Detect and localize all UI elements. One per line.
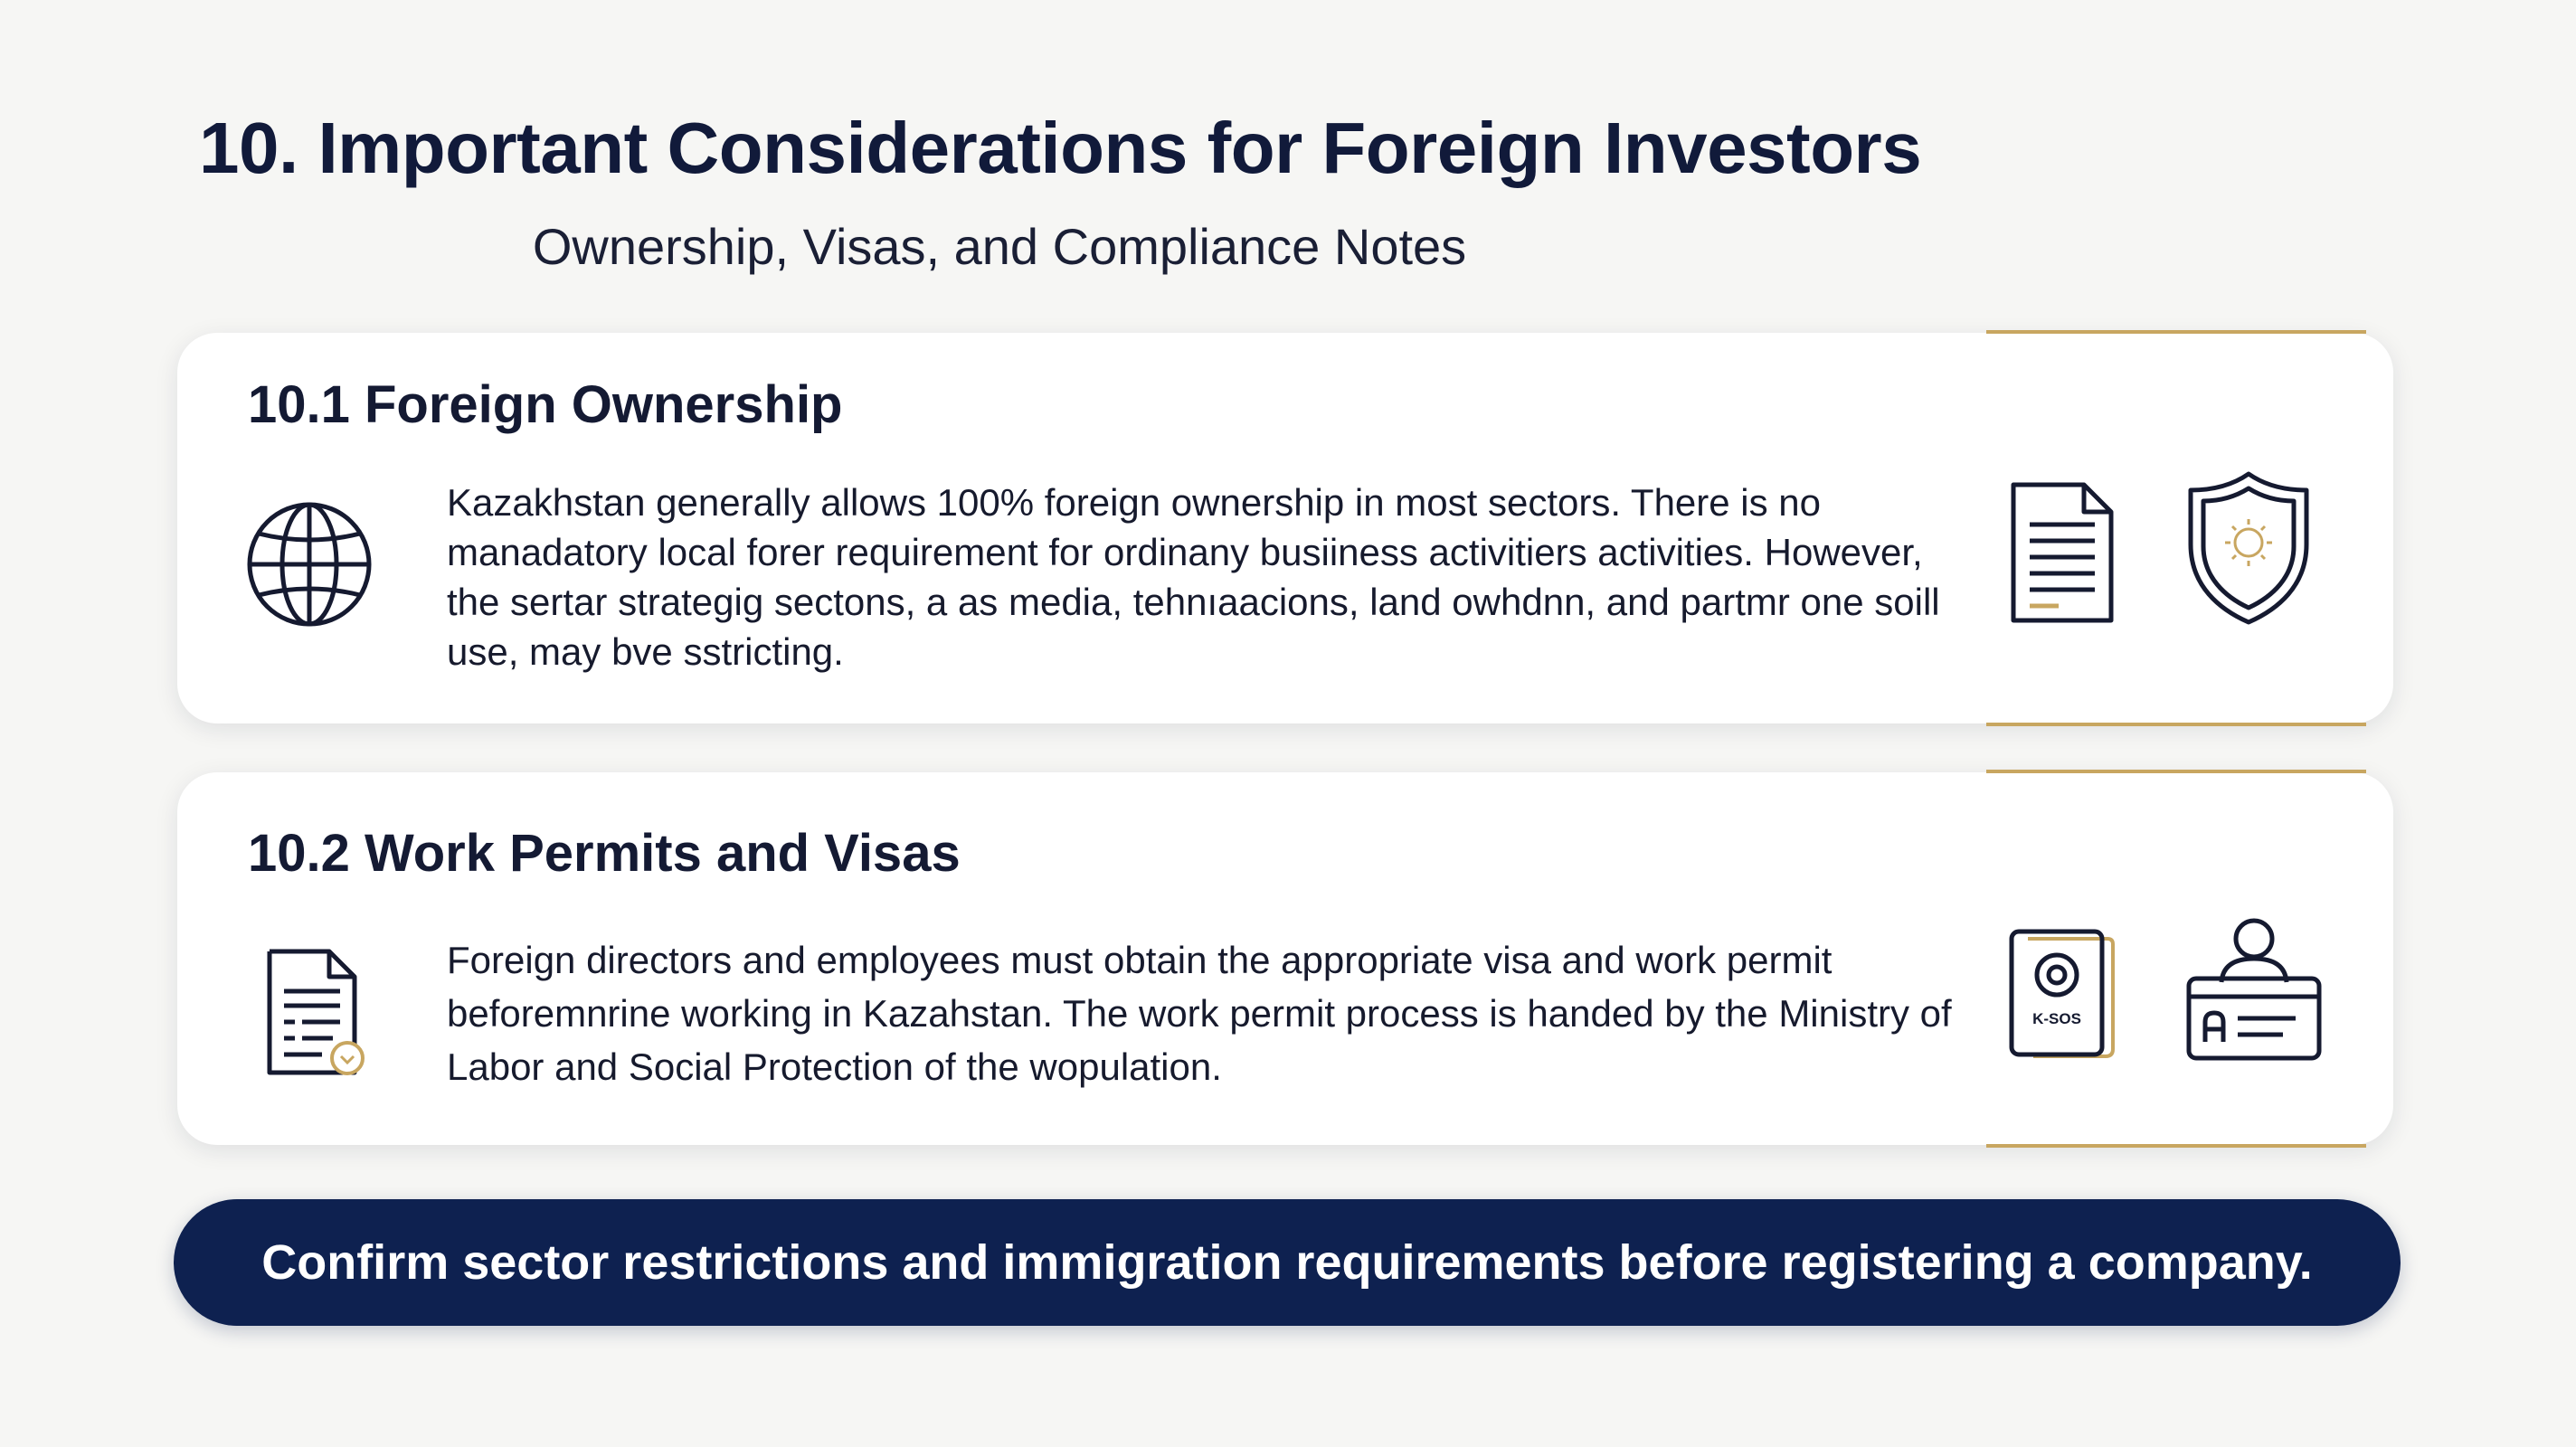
document-icon	[2008, 479, 2117, 626]
gold-accent-line	[1986, 330, 2366, 334]
id-card-icon	[2183, 915, 2325, 1064]
section-body-text: Foreign directors and employees must obtain the appropriate visa and work permit beforemnrine working in Kazahstan. The work permit process is handed by the Ministry of Labor and Social Protection of the wopulation.	[447, 939, 1952, 1088]
section-heading: 10.2 Work Permits and Visas	[248, 824, 961, 883]
globe-icon	[246, 501, 373, 628]
banner-text: Confirm sector restrictions and immigration requirements before registering a company.	[261, 1235, 2313, 1290]
gold-accent-line	[1986, 1144, 2366, 1148]
gold-accent-line	[1986, 723, 2366, 726]
page-subtitle: Ownership, Visas, and Compliance Notes	[532, 218, 1467, 275]
callout-banner	[174, 1199, 2401, 1326]
section-heading: 10.1 Foreign Ownership	[248, 375, 843, 434]
gold-accent-line	[1986, 770, 2366, 773]
section-card-foreign-ownership	[177, 333, 2393, 724]
page-title: 10. Important Considerations for Foreign Investors	[199, 108, 1922, 188]
certified-document-icon	[264, 946, 369, 1080]
section-card-work-permits	[177, 772, 2393, 1145]
section-body-text: Kazakhstan generally allows 100% foreign ownership in most sectors. There is no manadatory local forer requirement for ordinany busiiness activitiers activities. However, the sertar strategig sectons, a as media, tehnıaacions, land owhdnn, and partmr one soill use, may bve sstricting.	[447, 481, 1940, 673]
shield-emblem-icon	[2183, 468, 2314, 628]
passport-label: K-SOS	[2032, 1010, 2081, 1027]
passport-icon	[2006, 926, 2118, 1064]
